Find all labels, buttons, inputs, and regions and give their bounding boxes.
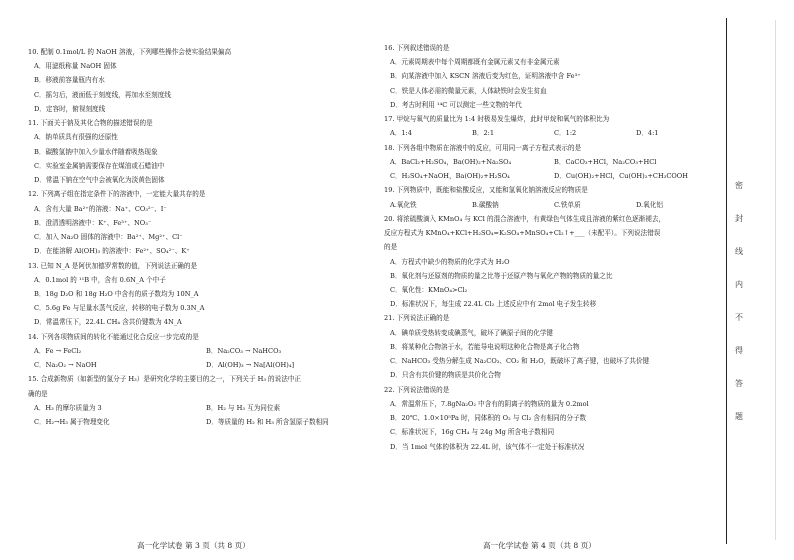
option-D: D．只含有共价键的物质是共价化合物	[390, 371, 501, 380]
option-B: B．H₂ 与 H₃ 互为同位素	[206, 403, 281, 412]
option-A: A．用滤纸称量 NaOH 固体	[34, 62, 117, 71]
question-stem: 22. 下列说法错误的是	[384, 385, 450, 394]
option-D: D．当 1mol 气体的体积为 22.4L 时，该气体不一定处于标准状况	[390, 442, 585, 451]
option-A: A．BaCl₂+H₂SO₄，Ba(OH)₂+Na₂SO₄	[390, 157, 512, 166]
binding-char: 密	[735, 181, 743, 190]
option-C: C．H₂SO₄+NaOH，Ba(OH)₂+H₂SO₄	[390, 172, 510, 181]
binding-char: 得	[735, 346, 743, 355]
question-stem: 18. 下列各组中物质在溶液中的反应，可用同一离子方程式表示的是	[384, 143, 582, 152]
question-stem: 17. 甲烷与氧气的质量比为 1:4 时极易发生爆炸，此时甲烷和氧气的体积比为	[384, 115, 610, 124]
option-A: A．Fe → FeCl₂	[34, 346, 82, 355]
binding-char: 内	[735, 280, 743, 289]
option-row	[384, 201, 718, 209]
right-page	[384, 0, 718, 560]
option-C: C．1:2	[554, 129, 577, 138]
option-D: D．Cu(OH)₂+HCl，Cu(OH)₂+CH₃COOH	[554, 172, 688, 181]
page-edge	[775, 20, 794, 540]
option-B: B．2:1	[472, 129, 495, 138]
option-B: B.碳酸钠	[472, 200, 499, 209]
question-3	[28, 190, 378, 255]
question-5	[384, 215, 718, 309]
option-D: D．常温常压下，22.4L CH₄ 含共价键数为 4N_A	[34, 318, 182, 327]
right-question-list	[384, 44, 718, 451]
question-stem: 11. 下面关于钠及其化合物的描述错误的是	[28, 119, 153, 128]
option-B: B．Na₂CO₃ → NaHCO₃	[206, 346, 282, 355]
question-stem: 反应方程式为 KMnO₄+KCl+H₂SO₄=K₂SO₄+MnSO₄+Cl₂↑+___（未配平）。下列说法错误	[384, 229, 661, 238]
question-1	[28, 48, 378, 113]
option-B: B．移液前容量瓶内有水	[34, 76, 105, 85]
option-C: C．标准状况下，16g CH₄ 与 24g Mg 所含电子数相同	[390, 428, 555, 437]
option-C: C．氧化性：KMnO₄>Cl₂	[390, 285, 468, 294]
binding-line	[726, 18, 727, 544]
option-C: C．加入 Na₂O 固体的溶液中：Ba²⁺、Mg²⁺、Cl⁻	[34, 233, 183, 242]
option-C: C．H₂→H₃ 属于物理变化	[34, 418, 110, 427]
option-C: C．实验室金属钠需要保存在煤油或石蜡油中	[34, 161, 165, 170]
left-page	[28, 0, 378, 560]
option-A: A．元素周期表中每个周期都既有金属元素又有非金属元素	[390, 58, 560, 67]
binding-char: 答	[735, 379, 743, 388]
option-D: D．在能溶解 Al(OH)₃ 的溶液中：Fe²⁺、SO₄²⁻、K⁺	[34, 247, 190, 256]
option-A: A.氧化铁	[390, 200, 417, 209]
option-B: B．CaCO₃+HCl，Na₂CO₃+HCl	[554, 157, 657, 166]
question-stem: 确的是	[28, 389, 48, 398]
question-1	[384, 44, 718, 109]
question-stem: 12. 下列离子组在指定条件下的溶液中，一定能大量共存的是	[28, 190, 206, 199]
option-A: A．H₃ 的摩尔质量为 3	[34, 403, 102, 412]
question-stem: 15. 合成新物质（如新型的氢分子 H₃）是研究化学的主要目的之一，下列关于 H₃ 的说法中正	[28, 375, 302, 384]
option-D: D．4:1	[636, 129, 659, 138]
right-page-footer: 高一化学试卷 第 4 页（共 8 页）	[483, 541, 596, 550]
option-D: D．常温下钠在空气中会被氧化为淡黄色固体	[34, 176, 165, 185]
option-row	[28, 361, 378, 369]
question-6	[384, 314, 718, 379]
option-A: A．0.1mol 的 ¹¹B 中，含有 0.6N_A 个中子	[34, 275, 166, 284]
option-row	[384, 172, 718, 180]
question-stem: 20. 将浓硫酸滴入 KMnO₄ 与 KCl 的混合溶液中，有黄绿色气体生成且溶液的紫红色逐渐褪去，	[384, 214, 666, 223]
option-B: B．20℃、1.0×10⁵Pa 时，同体积的 O₂ 与 Cl₂ 含有相同的分子数	[390, 414, 587, 423]
option-A: A．钠单质具有很强的还原性	[34, 133, 118, 142]
option-row	[28, 347, 378, 355]
option-A: A．常温常压下，7.8gNa₂O₂ 中含有的阴离子的物质的量为 0.2mol	[390, 399, 589, 408]
option-D: D.氧化铝	[636, 200, 663, 209]
question-7	[384, 386, 718, 451]
option-D: D．Al(OH)₃ → Na[Al(OH)₄]	[206, 361, 295, 370]
option-B: B．向某溶液中加入 KSCN 溶液后变为红色，证明溶液中含 Fe³⁺	[390, 72, 581, 81]
option-D: D．等质量的 H₂ 和 H₃ 所含氢原子数相同	[206, 418, 329, 427]
question-2	[28, 119, 378, 184]
left-question-list	[28, 48, 378, 426]
option-B: B．碳酸氢钠中加入少量水伴随着吸热现象	[34, 147, 158, 156]
option-B: B．氧化剂与还原剂的物质的量之比等于还原产物与氧化产物的物质的量之比	[390, 271, 613, 280]
question-stem: 21. 下列说法正确的是	[384, 314, 450, 323]
option-D: D．考古时利用 ¹⁴C 可以测定一些文物的年代	[390, 100, 522, 109]
question-stem: 14. 下列各项物质间的转化不能通过化合反应一步完成的是	[28, 332, 199, 341]
option-A: A．碘单质受热转变成碘蒸气，破坏了碘原子间的化学键	[390, 328, 554, 337]
option-C: C．Na₂O₂ → NaOH	[34, 361, 97, 370]
binding-notice	[733, 180, 745, 422]
option-A: A．含有大量 Ba²⁺的溶液：Na⁺、CO₃²⁻、I⁻	[34, 204, 167, 213]
option-B: B．将某种化合物溶于水，若能导电说明这种化合物是离子化合物	[390, 342, 580, 351]
binding-char: 线	[735, 247, 743, 256]
option-row	[384, 129, 718, 137]
option-C: C.铁单质	[554, 200, 581, 209]
option-D: D．标准状况下，每生成 22.4L Cl₂ 上述反应中有 2mol 电子发生转移	[390, 300, 597, 309]
binding-char: 题	[735, 412, 743, 421]
binding-char: 封	[735, 214, 743, 223]
option-B: B．18g D₂O 和 18g H₂O 中含有的质子数均为 10N_A	[34, 289, 199, 298]
question-stem: 10. 配制 0.1mol/L 的 NaOH 溶液，下列哪些操作会使实验结果偏高	[28, 48, 232, 56]
question-5	[28, 333, 378, 370]
question-2	[384, 115, 718, 137]
option-D: D．定容时，俯视刻度线	[34, 104, 106, 113]
question-stem: 16. 下列叙述错误的是	[384, 44, 450, 52]
option-C: C．铁是人体必需的微量元素，人体缺铁时会发生贫血	[390, 86, 547, 95]
option-row	[28, 404, 378, 412]
question-4	[384, 186, 718, 208]
option-C: C．NaHCO₃ 受热分解生成 Na₂CO₃、CO₂ 和 H₂O，既破坏了离子键，也破坏了共价键	[390, 357, 650, 366]
question-6	[28, 375, 378, 426]
question-stem: 的是	[384, 243, 398, 252]
question-stem: 19. 下列物质中，既能和盐酸反应，又能和氢氧化钠溶液反应的物质是	[384, 186, 588, 195]
option-row	[384, 158, 718, 166]
option-C: C．5.6g Fe 与足量水蒸气反应，转移的电子数为 0.3N_A	[34, 304, 205, 313]
option-A: A．1:4	[390, 129, 412, 138]
question-4	[28, 262, 378, 327]
option-A: A．方程式中缺少的物质的化学式为 H₂O	[390, 257, 510, 266]
question-3	[384, 144, 718, 181]
option-B: B．澄清透明溶液中：K⁺、Fe³⁺、NO₃⁻	[34, 218, 152, 227]
binding-char: 不	[735, 313, 743, 322]
option-C: C．摇匀后，液面低于刻度线，再加水至刻度线	[34, 90, 171, 99]
option-row	[28, 418, 378, 426]
left-page-footer: 高一化学试卷 第 3 页（共 8 页）	[137, 541, 250, 550]
question-stem: 13. 已知 N_A 是阿伏加德罗常数的值，下列说法正确的是	[28, 261, 198, 270]
